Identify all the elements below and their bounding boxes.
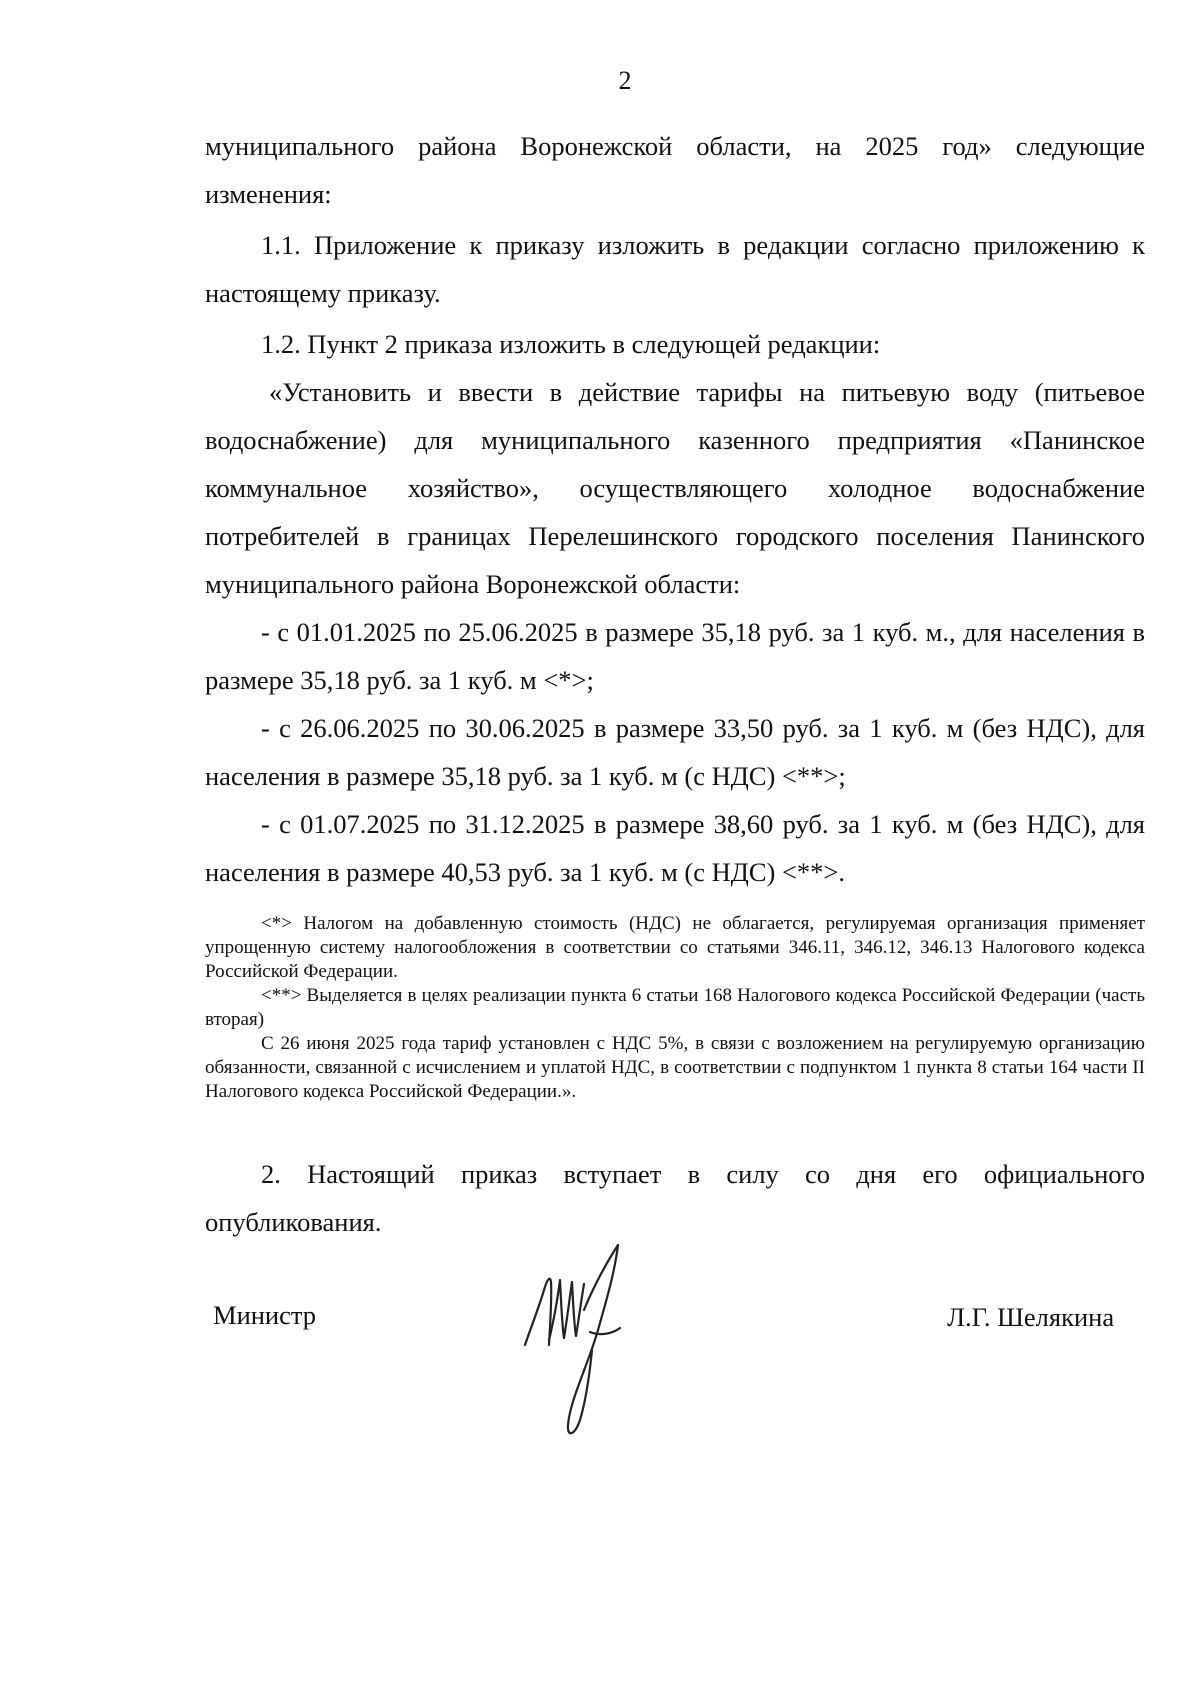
body-text — [205, 122, 1145, 896]
tariff-item-2: - с 26.06.2025 по 30.06.2025 в размере 33,50 руб. за 1 куб. м (без НДС), для населения в размере 35,18 руб. за 1 куб. м (с НДС) <**>; — [205, 713, 1145, 791]
signer-name: Л.Г. Шелякина — [947, 1302, 1115, 1332]
footnote-2: <**> Выделяется в целях реализации пункта 6 статьи 168 Налогового кодекса Российской Федерации (часть вторая) — [205, 985, 1145, 1030]
footnote-3: С 26 июня 2025 года тариф установлен с НДС 5%, в связи с возложением на регулируемую организацию обязанности, связанной с исчислением и уплатой НДС, в соответствии с подпунктом 1 пункта 8 статьи 164 части II Налогового кодекса Российской Федерации.». — [205, 1033, 1145, 1102]
footnotes — [205, 912, 1145, 1104]
paragraph-2: 2. Настоящий приказ вступает в силу со дня его официального опубликования. — [205, 1159, 1145, 1237]
paragraph-intro: муниципального района Воронежской области, на 2025 год» следующие изменения: — [205, 131, 1145, 209]
page-number: 2 — [618, 66, 632, 95]
tariff-item-3: - с 01.07.2025 по 31.12.2025 в размере 38,60 руб. за 1 куб. м (без НДС), для населения в размере 40,53 руб. за 1 куб. м (с НДС) <**>. — [205, 809, 1145, 887]
tariff-item-1: - с 01.01.2025 по 25.06.2025 в размере 35,18 руб. за 1 куб. м., для населения в размере 35,18 руб. за 1 куб. м <*>; — [205, 617, 1145, 695]
paragraph-quote: «Установить и ввести в действие тарифы на питьевую воду (питьевое водоснабжение) для муниципального казенного предприятия «Панинское коммунальное хозяйство», осуществляющего холодное водоснабжение потребителей в границах Перелешинского городского поселения Панинского муниципального района Воронежской области: — [205, 377, 1145, 599]
paragraph-1-2: 1.2. Пункт 2 приказа изложить в следующей редакции: — [261, 329, 881, 359]
footnote-1: <*> Налогом на добавленную стоимость (НДС) не облагается, регулируемая организация применяет упрощенную систему налогообложения в соответствии со статьями 346.11, 346.12, 346.13 Налогового кодекса Российской Федерации. — [205, 913, 1145, 982]
paragraph-1-1: 1.1. Приложение к приказу изложить в редакции согласно приложению к настоящему приказу. — [205, 230, 1145, 308]
handwritten-signature — [520, 1240, 650, 1440]
final-text — [205, 1150, 1145, 1246]
signer-position: Министр — [213, 1300, 317, 1330]
signature-block — [0, 1280, 1200, 1440]
